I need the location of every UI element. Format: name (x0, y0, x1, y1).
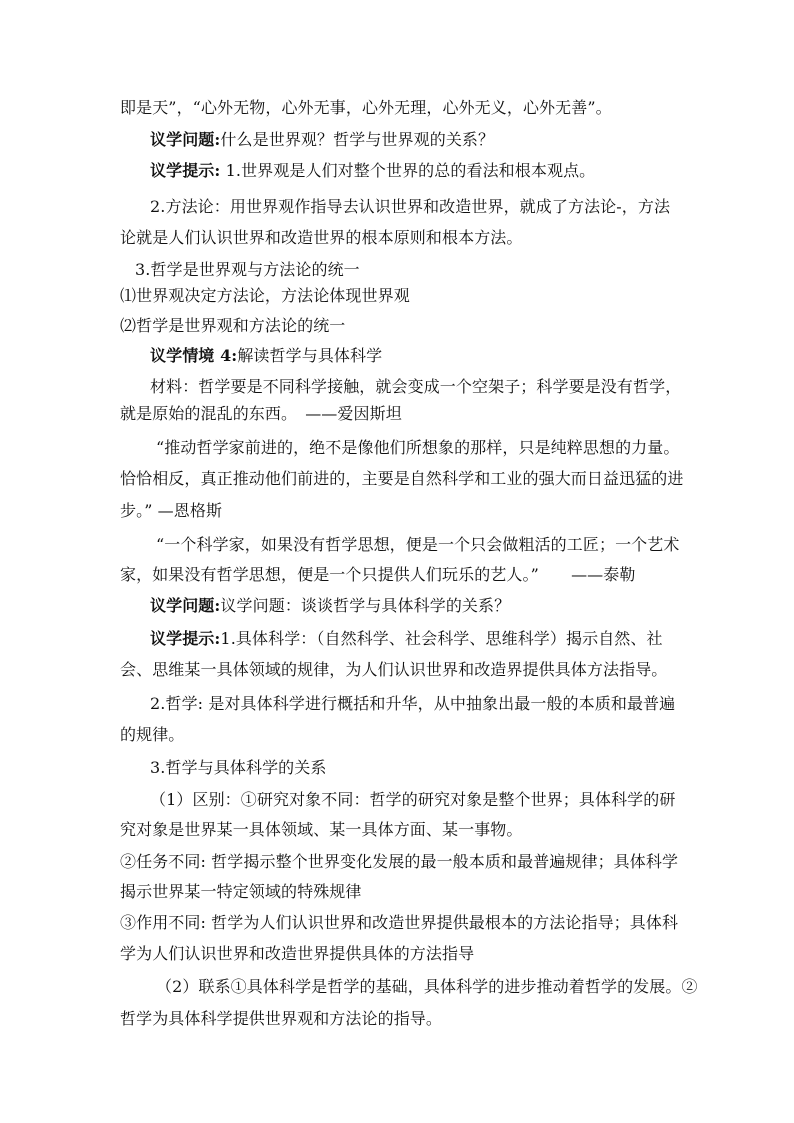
hint-text: 1.具体科学：（自然科学、社会科学、思维科学）揭示自然、社 (220, 629, 663, 648)
hint-line (150, 629, 663, 649)
text-line: 即是天”，“心外无物，心外无事，心外无理，心外无义，心外无善”。 (120, 98, 612, 117)
question-label: 议学问题: (150, 130, 221, 149)
section-heading: 3.哲学是世界观与方法论的统一 (135, 260, 360, 279)
text-line: 揭示世界某一特定领域的特殊规律 (120, 882, 362, 901)
hint-label: 议学提示: (150, 161, 221, 180)
question-line (150, 130, 494, 150)
text-line: 的规律。 (120, 725, 185, 744)
text-line: ⑴世界观决定方法论，方法论体现世界观 (120, 286, 410, 305)
section-heading: 3.哲学与具体科学的关系 (150, 758, 327, 777)
hint-line (150, 161, 595, 181)
scenario-text: 解读哲学与具体科学 (237, 346, 383, 365)
text-line: “一个科学家，如果没有哲学思想，便是一个只会做粗活的工匠；一个艺术 (156, 535, 680, 554)
text-line: 2.哲学: 是对具体科学进行概括和升华，从中抽象出最一般的本质和最普遍 (150, 694, 676, 713)
question-text: 议学问题：谈谈哲学与具体科学的关系？ (220, 596, 511, 615)
text-line: 究对象是世界某一具体领域、某一具体方面、某一事物。 (120, 820, 523, 839)
text-line: 步。” —恩格斯 (120, 501, 223, 520)
scenario-line (150, 346, 382, 366)
hint-label: 议学提示: (150, 629, 221, 648)
hint-text: 1.世界观是人们对整个世界的总的看法和根本观点。 (220, 161, 596, 180)
text-line: “推动哲学家前进的，绝不是像他们所想象的那样，只是纯粹思想的力量。 (156, 438, 680, 457)
text-line: 2.方法论：用世界观作指导去认识世界和改造世界，就成了方法论-，方法 (150, 197, 671, 216)
text-line: 材料：哲学要是不同科学接触，就会变成一个空架子；科学要是没有哲学， (150, 377, 682, 396)
text-line: 家，如果没有哲学思想，便是一个只提供人们玩乐的艺人。” ——泰勒 (120, 565, 636, 584)
text-line: 会、思维某一具体领域的规律，为人们认识世界和改造界提供具体方法指导。 (120, 660, 668, 679)
question-text: 什么是世界观？哲学与世界观的关系？ (220, 130, 495, 149)
text-line: 论就是人们认识世界和改造世界的根本原则和根本方法。 (120, 228, 523, 247)
scenario-label: 议学情境 4: (150, 346, 238, 365)
text-line: 就是原始的混乱的东西。 ——爱因斯坦 (120, 404, 402, 423)
text-line: 哲学为具体科学提供世界观和方法论的指导。 (120, 1009, 443, 1028)
question-line (150, 596, 510, 616)
text-line: 学为人们认识世界和改造世界提供具体的方法指导 (120, 944, 475, 963)
text-line: ③作用不同: 哲学为人们认识世界和改造世界提供最根本的方法论指导；具体科 (120, 913, 679, 932)
text-line: ⑵哲学是世界观和方法论的统一 (120, 316, 346, 335)
question-label: 议学问题: (150, 596, 221, 615)
text-line: 恰恰相反，真正推动他们前进的，主要是自然科学和工业的强大而日益迅猛的进 (120, 469, 684, 488)
text-line: （2）联系①具体科学是哲学的基础，具体科学的进步推动着哲学的发展。② (156, 977, 698, 996)
text-line: （1）区别：①研究对象不同：哲学的研究对象是整个世界；具体科学的研 (150, 790, 676, 809)
text-line: ②任务不同: 哲学揭示整个世界变化发展的最一般本质和最普遍规律；具体科学 (120, 852, 679, 871)
